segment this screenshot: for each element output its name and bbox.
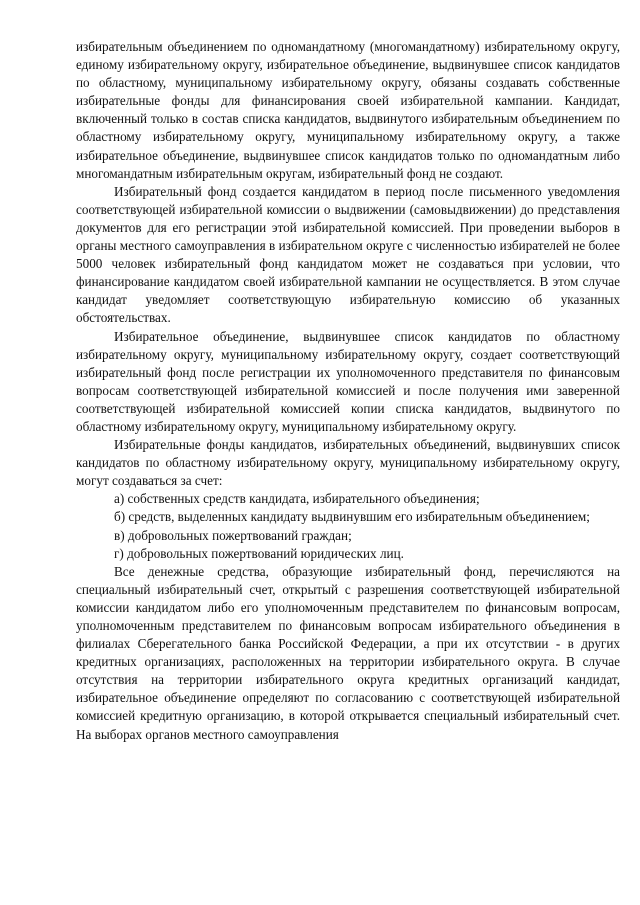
paragraph-5: Все денежные средства, образующие избирательный фонд, перечисляются на специальный избирательный счет, открытый с разрешения соответствующей избирательной комиссии кандидатом либо его уполномоченным представителем по финансовым вопросам, уполномоченным представителем по финансовым вопросам избирательного объединения в филиалах Сберегательного банка Российской Федерации, а при их отсутствии - в других кредитных организациях, расположенных на территории избирательного округа. В случае отсутствия на территории избирательного округа кредитных организаций кандидат, избирательное объединение определяют по согласованию с соответствующей избирательной комиссией кредитную организацию, в которой открывается специальный избирательный счет. На выборах органов местного самоуправления bbox=[76, 563, 620, 742]
paragraph-1: избирательным объединением по одномандатному (многомандатному) избирательному округу, единому избирательному округу, избирательное объединение, выдвинувшее список кандидатов по областному, муниципальному избирательному округу, обязаны создавать собственные избирательные фонды для финансирования своей избирательной кампании. Кандидат, включенный только в состав списка кандидатов, выдвинутого избирательным объединением по областному избирательному округу, муниципальному избирательному округу, а также избирательное объединение, выдвинувшее список кандидатов только по одномандатным либо многомандатным избирательным округам, избирательный фонд не создают. bbox=[76, 39, 620, 181]
document-page bbox=[76, 38, 620, 744]
list-item-a: а) собственных средств кандидата, избирательного объединения; bbox=[114, 491, 480, 507]
paragraph-4: Избирательные фонды кандидатов, избирательных объединений, выдвинувших список кандидатов по областному избирательному округу, муниципальному избирательному округу, могут создаваться за счет: bbox=[76, 437, 620, 489]
list-item-b: б) средств, выделенных кандидату выдвинувшим его избирательным объединением; bbox=[114, 509, 590, 525]
paragraph-2: Избирательный фонд создается кандидатом в период после письменного уведомления соответствующей избирательной комиссии о выдвижении (самовыдвижении) до представления документов для его регистрации этой избирательной комиссией. При проведении выборов в органы местного самоуправления в избирательном округе с численностью избирателей не более 5000 человек избирательный фонд кандидатом может не создаваться при условии, что финансирование кандидатом своей избирательной кампании не осуществляется. В этом случае кандидат уведомляет соответствующую избирательную комиссию об указанных обстоятельствах. bbox=[76, 183, 620, 326]
paragraph-3: Избирательное объединение, выдвинувшее список кандидатов по областному избирательному округу, муниципальному избирательному округу, создает соответствующий избирательный фонд после регистрации их уполномоченного представителя по финансовым вопросам соответствующей избирательной комиссией и после получения ими заверенной соответствующей избирательной комиссией копии списка кандидатов, выдвинутого по областному избирательному округу, муниципальному избирательному округу. bbox=[76, 328, 620, 434]
list-item-c: в) добровольных пожертвований граждан; bbox=[114, 527, 352, 543]
list-item-d: г) добровольных пожертвований юридических лиц. bbox=[114, 545, 404, 561]
